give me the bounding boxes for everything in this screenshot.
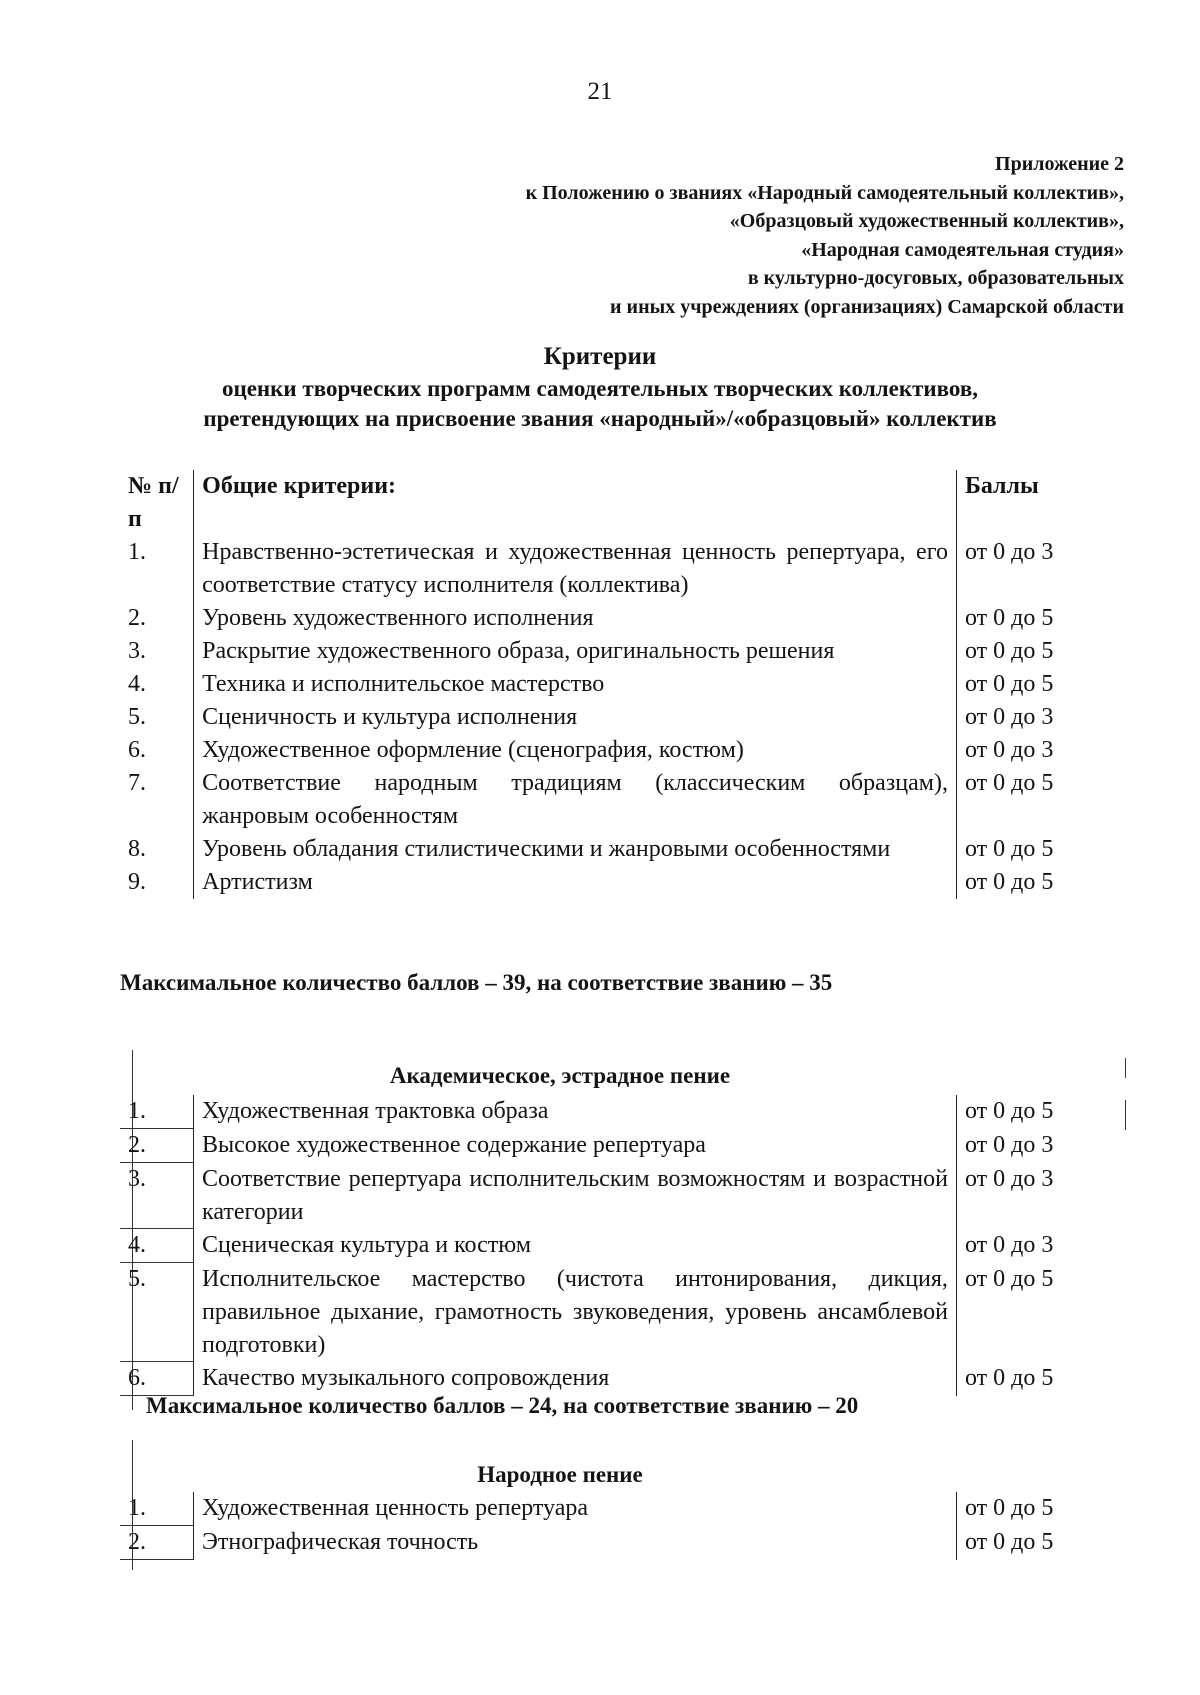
- row-num: 3.: [120, 635, 194, 668]
- page-number: 21: [587, 78, 613, 105]
- row-points: от 0 до 5: [964, 1364, 1054, 1391]
- row-criterion: Соответствие репертуара исполнительским возможностям и возрастной категории: [194, 1163, 957, 1229]
- title-main: Критерии: [543, 343, 657, 370]
- title-subtitle-line: оценки творческих программ самодеятельных творческих коллективов,: [221, 376, 979, 401]
- row-criterion: Сценичность и культура исполнения: [194, 701, 957, 734]
- row-points: от 0 до 5: [964, 671, 1054, 697]
- document-title: [0, 340, 1200, 434]
- row-criterion: Качество музыкального сопровождения: [194, 1362, 957, 1396]
- table-row: [120, 602, 1100, 635]
- row-points: от 0 до 5: [964, 770, 1054, 796]
- row-num: 2.: [120, 602, 194, 635]
- row-criterion: Уровень обладания стилистическими и жанровыми особенностями: [194, 833, 957, 866]
- table-row: [120, 1526, 1100, 1560]
- table-row: [120, 1095, 1100, 1129]
- row-num: 8.: [120, 833, 194, 866]
- row-points: от 0 до 3: [964, 1165, 1054, 1192]
- table-row: [120, 767, 1100, 833]
- header-num: № п/п: [120, 470, 194, 536]
- row-num: 9.: [120, 866, 194, 899]
- academic-section-title: Академическое, эстрадное пение: [389, 1063, 731, 1088]
- row-criterion: Сценическая культура и костюм: [194, 1229, 957, 1263]
- header-criteria: Общие критерии:: [194, 470, 957, 536]
- row-criterion: Этнографическая точность: [194, 1526, 957, 1560]
- table-row: [120, 833, 1100, 866]
- row-num: 6.: [120, 1362, 194, 1396]
- row-points: от 0 до 5: [964, 869, 1054, 895]
- appendix-line: в культурно-досуговых, образовательных: [747, 267, 1124, 289]
- row-criterion: Художественное оформление (сценография, костюм): [194, 734, 957, 767]
- row-points: от 0 до 3: [964, 1231, 1054, 1258]
- row-criterion: Соответствие народным традициям (классическим образцам), жанровым особенностям: [194, 767, 957, 833]
- table-row: [120, 1163, 1100, 1229]
- table-row: [120, 1492, 1100, 1526]
- appendix-line: к Положению о званиях «Народный самодеятельный коллектив»,: [525, 181, 1124, 204]
- general-criteria-table: [120, 470, 1100, 899]
- table-row: [120, 536, 1100, 602]
- section-frame-right: [1125, 1058, 1126, 1078]
- row-criterion: Художественная трактовка образа: [194, 1095, 957, 1129]
- row-points: от 0 до 5: [964, 605, 1054, 631]
- row-num: 2.: [120, 1526, 194, 1560]
- row-criterion: Художественная ценность репертуара: [194, 1492, 957, 1526]
- row-points: от 0 до 3: [964, 1131, 1054, 1158]
- appendix-line: Приложение 2: [995, 153, 1124, 175]
- row-num: 7.: [120, 767, 194, 833]
- row-num: 1.: [120, 536, 194, 602]
- table-row: [120, 1263, 1100, 1362]
- row-criterion: Нравственно-эстетическая и художественная ценность репертуара, его соответствие статусу исполнителя (коллектива): [194, 536, 957, 602]
- max-score-general: Максимальное количество баллов – 39, на соответствие званию – 35: [120, 970, 833, 995]
- row-criterion: Исполнительское мастерство (чистота интонирования, дикция, правильное дыхание, грамотность звуковедения, уровень ансамблевой подготовки): [194, 1263, 957, 1362]
- row-criterion: Раскрытие художественного образа, оригинальность решения: [194, 635, 957, 668]
- row-num: 1.: [120, 1095, 194, 1129]
- row-points: от 0 до 3: [964, 704, 1054, 730]
- table-row: [120, 1229, 1100, 1263]
- row-num: 3.: [120, 1163, 194, 1229]
- row-points: от 0 до 5: [964, 1528, 1054, 1555]
- folk-criteria-table: [120, 1492, 1100, 1560]
- row-num: 5.: [120, 701, 194, 734]
- table-row: [120, 1129, 1100, 1163]
- title-subtitle-line: претендующих на присвоение звания «народный»/«образцовый» коллектив: [203, 406, 997, 431]
- academic-criteria-table: [120, 1095, 1100, 1396]
- row-num: 5.: [120, 1263, 194, 1362]
- folk-section-title: Народное пение: [477, 1462, 643, 1487]
- table-row: [120, 668, 1100, 701]
- appendix-line: «Народная самодеятельная студия»: [801, 238, 1124, 261]
- max-score-academic: Максимальное количество баллов – 24, на соответствие званию – 20: [146, 1393, 859, 1418]
- row-points: от 0 до 5: [964, 1265, 1054, 1292]
- row-criterion: Уровень художественного исполнения: [194, 602, 957, 635]
- row-num: 2.: [120, 1129, 194, 1163]
- table-row: [120, 635, 1100, 668]
- row-criterion: Техника и исполнительское мастерство: [194, 668, 957, 701]
- table-row: [120, 866, 1100, 899]
- row-criterion: Артистизм: [194, 866, 957, 899]
- row-points: от 0 до 5: [964, 638, 1054, 664]
- row-num: 6.: [120, 734, 194, 767]
- appendix-line: и иных учреждениях (организациях) Самарской области: [610, 295, 1124, 318]
- row-points: от 0 до 3: [964, 737, 1054, 763]
- row-points: от 0 до 3: [964, 539, 1054, 565]
- appendix-block: [224, 150, 1124, 321]
- table-header-row: [120, 470, 1100, 536]
- header-points: Баллы: [964, 473, 1039, 499]
- row-num: 1.: [120, 1492, 194, 1526]
- table-row: [120, 1362, 1100, 1396]
- table-row: [120, 734, 1100, 767]
- section-frame-right: [1125, 1100, 1126, 1130]
- table-row: [120, 701, 1100, 734]
- row-num: 4.: [120, 1229, 194, 1263]
- appendix-line: «Образцовый художественный коллектив»,: [729, 210, 1124, 232]
- row-points: от 0 до 5: [964, 836, 1054, 862]
- row-points: от 0 до 5: [964, 1495, 1054, 1521]
- row-num: 4.: [120, 668, 194, 701]
- row-criterion: Высокое художественное содержание репертуара: [194, 1129, 957, 1163]
- row-points: от 0 до 5: [964, 1098, 1054, 1124]
